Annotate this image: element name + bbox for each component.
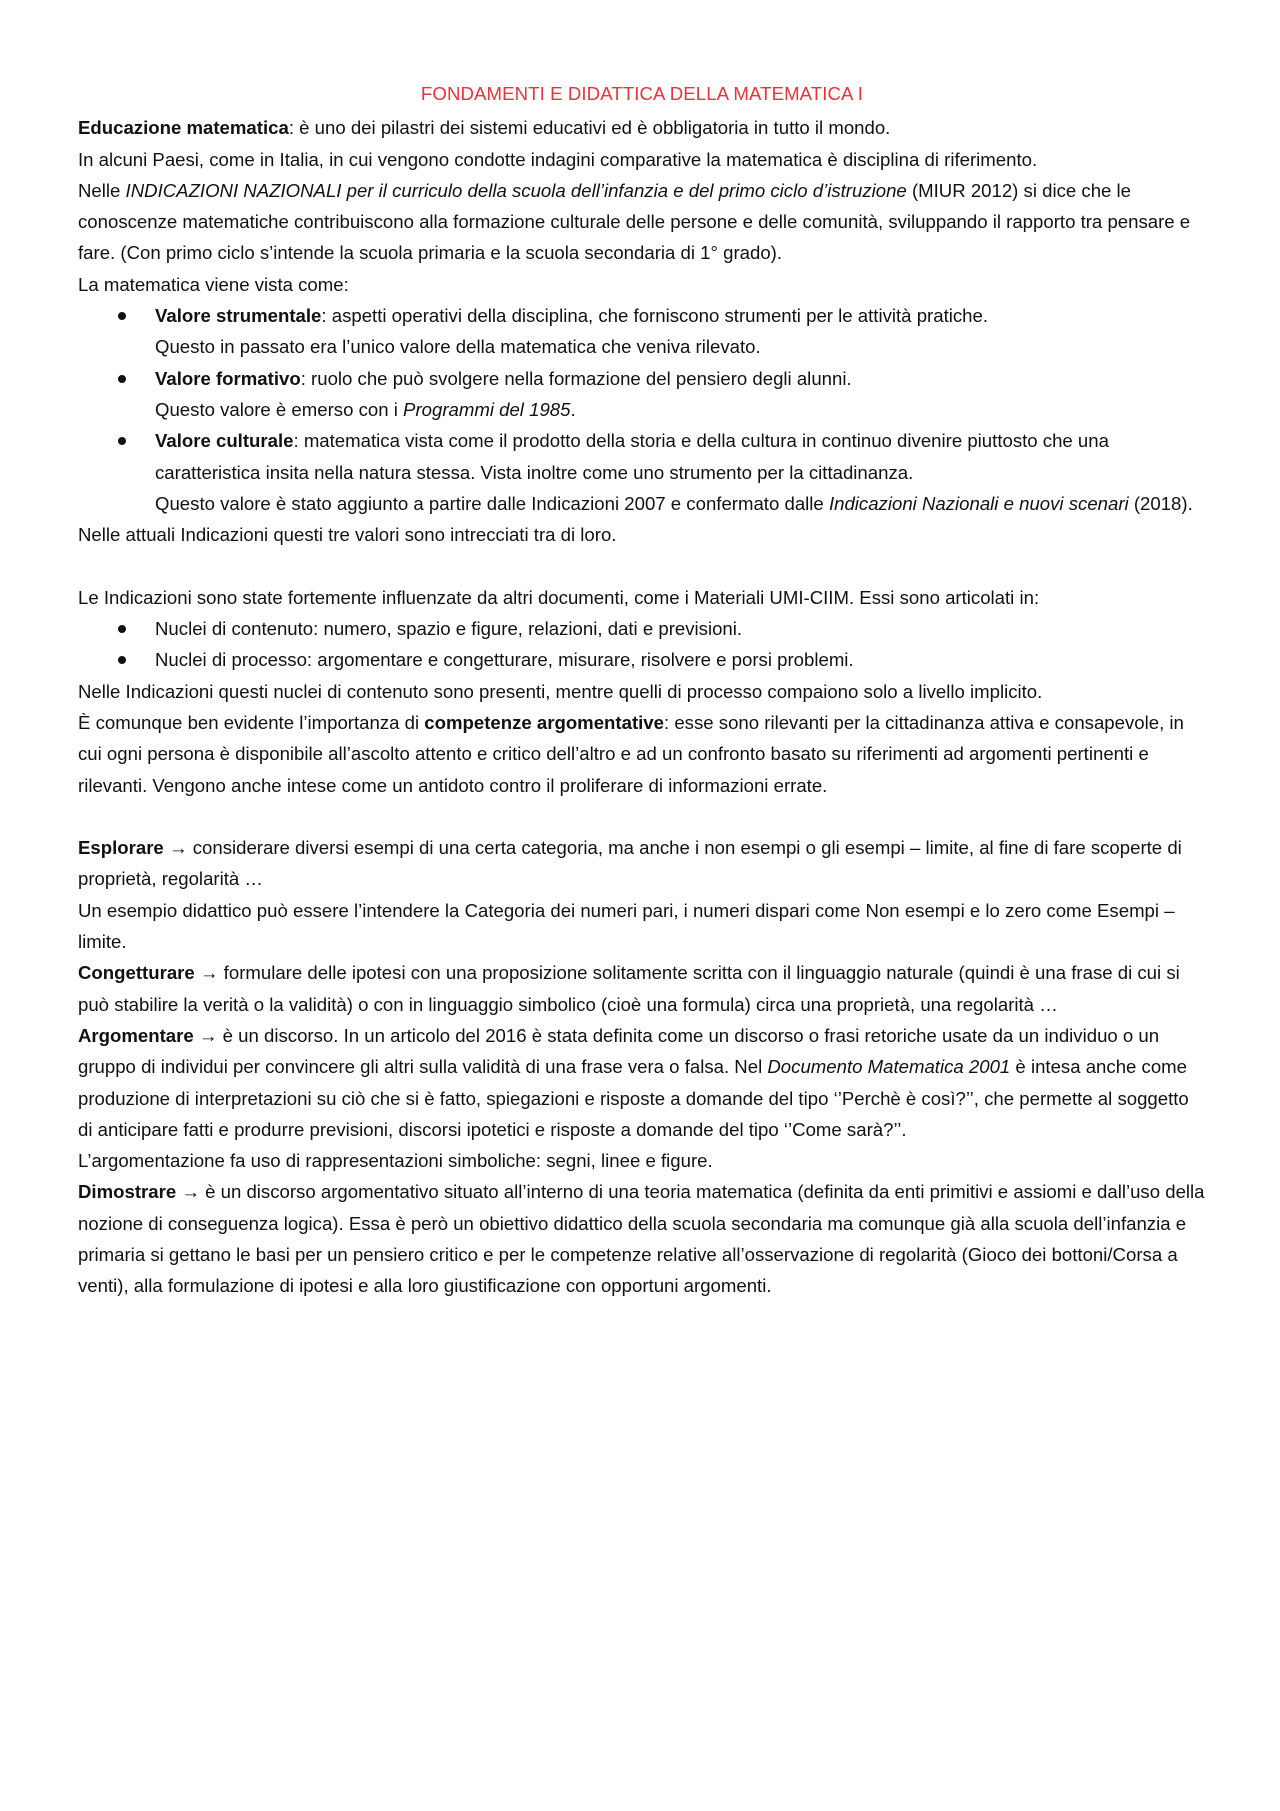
competenze-post: : esse sono rilevanti per la cittadinanza attiva e consapevole, in cui ogni persona è disponibile all’ascolto attento e critico dell’altro e ad un confronto basato su riferimenti ad argomenti pertinenti e rilevanti. Vengono anche intese come un antidoto contro il proliferare di informazioni errate. <box>78 711 1184 796</box>
educazione-term: Educazione matematica <box>78 117 289 139</box>
list-item-nuclei-processo: Nuclei di processo: argomentare e congetturare, misurare, risolvere e porsi problemi. <box>155 644 1206 675</box>
argomentare-paragraph <box>78 1020 1206 1145</box>
blank-line <box>78 550 1206 581</box>
valore-strumentale-term: Valore strumentale <box>155 305 322 327</box>
congetturare-term: Congetturare <box>78 962 195 984</box>
nuclei-list <box>78 613 1206 676</box>
argomentare-post: è intesa anche come produzione di interpretazioni su ciò che si è fatto, spiegazioni e risposte a domande del tipo ‘’Perchè è così?’’, che permette al soggetto di anticipare fatti e produrre previsioni, discorsi ipotetici e risposte a domande del tipo ‘’Come sarà?’’. <box>78 1056 1189 1140</box>
valore-formativo-note-post: . <box>570 398 576 420</box>
esplorare-text: considerare diversi esempi di una certa categoria, ma anche i non esempi o gli esempi – limite, al fine di fare scoperte di proprietà, regolarità … <box>78 837 1182 890</box>
valore-formativo-note-pre: Questo valore è emerso con i <box>155 398 404 420</box>
argomentare-italic: Documento Matematica 2001 <box>767 1056 1011 1078</box>
esplorare-term: Esplorare <box>78 837 164 859</box>
argomentare-term: Argomentare <box>78 1024 194 1046</box>
list-item-nuclei-contenuto: Nuclei di contenuto: numero, spazio e figure, relazioni, dati e previsioni. <box>155 613 1206 644</box>
dimostrare-term: Dimostrare <box>78 1181 177 1203</box>
intrecciati-paragraph: Nelle attuali Indicazioni questi tre valori sono intrecciati tra di loro. <box>78 524 617 546</box>
valore-culturale-text: : matematica vista come il prodotto della storia e della cultura in continuo divenire piuttosto che una caratteristica insita nella natura stessa. Vista inoltre come uno strumento per la cittadinanza. <box>155 430 1109 483</box>
valore-formativo-text: : ruolo che può svolgere nella formazione del pensiero degli alunni. <box>300 367 852 389</box>
argomentare-pre: è un discorso. In un articolo del 2016 è stata definita come un discorso o frasi retoriche usate da un individuo o un gruppo di individui per convincere gli altri sulla validità di una frase vera o falsa. Nel <box>78 1024 1160 1078</box>
page-title: FONDAMENTI E DIDATTICA DELLA MATEMATICA I <box>420 83 864 104</box>
valore-culturale-note-italic: Indicazioni Nazionali e nuovi scenari <box>828 492 1129 514</box>
arrow-icon: → <box>198 1024 218 1046</box>
arrow-icon: → <box>168 837 188 859</box>
umi-intro-paragraph: Le Indicazioni sono state fortemente influenzate da altri documenti, come i Materiali UMI-CIIM. Essi sono articolati in: <box>78 586 1040 608</box>
valore-culturale-term: Valore culturale <box>155 430 294 452</box>
indicazioni-title: INDICAZIONI NAZIONALI per il curriculo della scuola dell’infanzia e del primo ciclo d’istruzione <box>125 179 907 201</box>
list-item-valore-culturale <box>155 425 1206 519</box>
vista-paragraph: La matematica viene vista come: <box>78 273 349 295</box>
valore-formativo-note-italic: Programmi del 1985 <box>403 398 571 420</box>
dimostrare-text: è un discorso argomentativo situato all’interno di una teoria matematica (definita da enti primitivi e assiomi e dall’uso della nozione di conseguenza logica). Essa è però un obiettivo didattico della scuola secondaria ma comunque già alla scuola dell’infanzia e primaria si gettano le basi per un pensiero critico e per le competenze relative all’osservazione di regolarità (Gioco dei bottoni/Corsa a venti), alla formulazione di ipotesi e alla loro giustificazione con opportuni argomenti. <box>78 1181 1205 1297</box>
competenze-pre: È comunque ben evidente l’importanza di <box>78 711 425 733</box>
arrow-icon: → <box>181 1181 200 1203</box>
list-item-valore-formativo <box>155 363 1206 426</box>
valore-strumentale-text: : aspetti operativi della disciplina, che forniscono strumenti per le attività pratiche. <box>321 305 989 327</box>
congetturare-paragraph <box>78 957 1206 1020</box>
rappresentazioni-paragraph: L’argomentazione fa uso di rappresentazioni simboliche: segni, linee e figure. <box>78 1150 713 1172</box>
esempio-paragraph: Un esempio didattico può essere l’intendere la Categoria dei numeri pari, i numeri dispari come Non esempi e lo zero come Esempi – limite. <box>78 899 1175 953</box>
indicazioni-paragraph <box>78 175 1206 269</box>
paesi-paragraph: In alcuni Paesi, come in Italia, in cui vengono condotte indagini comparative la matematica è disciplina di riferimento. <box>78 148 1038 170</box>
congetturare-text: formulare delle ipotesi con una proposizione solitamente scritta con il linguaggio naturale (quindi è una frase di cui si può stabilire la verità o la validità) o con in linguaggio simbolico (cioè una formula) circa una proprietà, una regolarità … <box>78 962 1180 1015</box>
valore-culturale-note-post: (2018). <box>1128 492 1193 514</box>
valori-list <box>78 300 1206 519</box>
esplorare-paragraph <box>78 832 1206 895</box>
indicazioni-pre: Nelle <box>78 179 126 201</box>
valore-strumentale-note: Questo in passato era l’unico valore della matematica che veniva rilevato. <box>155 336 761 358</box>
indicazioni-post: (MIUR 2012) si dice che le conoscenze matematiche contribuiscono alla formazione culturale delle persone e delle comunità, sviluppando il rapporto tra pensare e fare. (Con primo ciclo s’intende la scuola primaria e la scuola secondaria di 1° grado). <box>78 179 1191 264</box>
implicito-paragraph: Nelle Indicazioni questi nuclei di contenuto sono presenti, mentre quelli di processo compaiono solo a livello implicito. <box>78 680 1043 702</box>
educazione-text: : è uno dei pilastri dei sistemi educativi ed è obbligatoria in tutto il mondo. <box>288 117 891 139</box>
valore-culturale-note-pre: Questo valore è stato aggiunto a partire dalle Indicazioni 2007 e confermato dalle <box>155 492 829 514</box>
educazione-paragraph <box>78 112 1206 143</box>
competenze-term: competenze argomentative <box>424 711 664 733</box>
valore-formativo-term: Valore formativo <box>155 367 301 389</box>
list-item-valore-strumentale <box>155 300 1206 363</box>
blank-line <box>78 801 1206 832</box>
arrow-icon: → <box>199 962 219 984</box>
dimostrare-paragraph <box>78 1176 1206 1301</box>
competenze-paragraph <box>78 707 1206 801</box>
